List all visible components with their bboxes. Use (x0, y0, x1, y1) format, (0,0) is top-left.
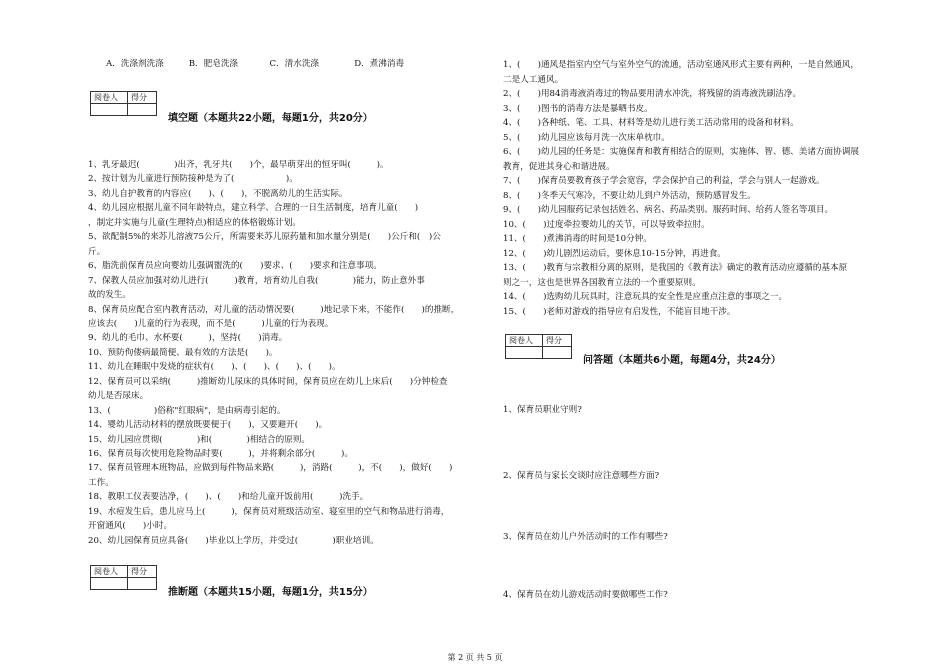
question-line: 工作。 (88, 477, 114, 488)
question-line: 7、( )保育员要教育孩子学会宽容，学会保护自己的利益，学会与别人一起游戏。 (503, 176, 825, 186)
question-line: 5、( )幼儿园应该每月洗一次床单枕巾。 (503, 132, 670, 143)
question-line: 斤。 (88, 246, 106, 257)
question-line: 3、( )图书的消毒方法是暴晒书皮。 (503, 103, 653, 114)
fill-section-title: 填空题（本题共22小题，每题1分，共20分） (168, 113, 373, 124)
reviewer-cell (506, 347, 543, 359)
judge-section-title: 推断题（本题共15小题，每题1分，共15分） (168, 587, 373, 598)
score-box-judge (90, 565, 157, 590)
question-line: 3、幼儿自护教育的内容应( )、( )，不脱离幼儿的生活实际。 (88, 188, 348, 199)
question-line: 4、幼儿园应根据儿童不同年龄特点，建立科学、合理的一日生活制度，培育儿童( ) (88, 203, 419, 214)
question-line: 18、教职工仪表要洁净，( )、( )和给儿童开饭前用( )洗手。 (88, 492, 369, 503)
question-line: 6、脂洗前保育员应向婴幼儿强调盥洗的( )要求、( )要求和注意事项。 (88, 261, 382, 272)
question-line: 12、( )幼儿剧烈运动后，要休息10-15分钟，再进食。 (503, 248, 726, 259)
reviewer-label: 阅卷人 (91, 92, 128, 104)
question-line: 12、保育员可以采纳( )推断幼儿尿床的具体时间，保育员应在幼儿上床后( )分钟检查 (88, 376, 448, 387)
question-line: 5、欲配制5%的来苏儿溶液75公斤，所需要来苏儿原药量和加水量分别是( )公斤和( )公 (88, 232, 441, 243)
qa-item: 3、保育员在幼儿户外活动时的工作有哪些? (503, 532, 668, 542)
reviewer-cell (91, 104, 128, 116)
reviewer-label: 阅卷人 (91, 566, 128, 578)
question-line: 2、按计划为儿童进行预防接种是为了( )。 (88, 174, 298, 185)
score-cell (128, 104, 157, 116)
option-c: C．清水洗涤 (269, 59, 320, 69)
question-line: 14、婴幼儿活动材料的摆放既要便于( )，又要避开( )。 (88, 420, 328, 431)
question-line: 20、幼儿园保育员应具备( )毕业以上学历，并受过( )职业培训。 (88, 535, 379, 546)
qa-item: 4、保育员在幼儿游戏活动时要做哪些工作? (503, 590, 668, 600)
question-line: 6、( )幼儿园的任务是：实施保育和教育相结合的原则，实施体、智、德、美诸方面协调展 (503, 147, 859, 157)
choice-options (106, 59, 404, 70)
score-cell (543, 347, 572, 359)
question-line: 8、保育员应配合室内教育活动，对儿童的活动情况要( )地记录下来，不能作( )的推断， (88, 304, 460, 315)
question-line: 7、保教人员应加强对幼儿进行( )教育，培育幼儿自我( )能力，防止意外事 (88, 275, 425, 286)
qa-section-title: 问答题（本题共6小题，每题4分，共24分） (583, 355, 781, 366)
score-label: 得分 (543, 335, 572, 347)
page-footer: 第 2 页 共 5 页 (447, 653, 503, 662)
qa-item: 1、保育员职业守则? (503, 405, 582, 415)
question-line: ，制定并实施与儿童(生理特点)相适应的体格锻炼计划。 (88, 217, 301, 228)
question-line: 8、( )冬季天气寒冷，不要让幼儿到户外活动，预防感冒发生。 (503, 190, 756, 201)
question-line: 16、保育员每次使用危险物品时要( )，并将剩余部分( )。 (88, 449, 353, 459)
score-label: 得分 (128, 566, 157, 578)
question-line: 1、( )通风是指室内空气与室外空气的流通，活动室通风形式主要有两种，一是自然通风， (503, 60, 859, 70)
score-label: 得分 (128, 92, 157, 104)
reviewer-cell (91, 578, 128, 590)
question-line: 14、( )选购幼儿玩具时，注意玩具的安全性是应重点注意的事项之一。 (503, 292, 788, 302)
question-line: 11、幼儿在睡眠中发烧的症状有( )、( )、( )、( )。 (88, 362, 341, 373)
question-line: 教育，促进其身心和谐进展。 (503, 161, 615, 172)
score-cell (128, 578, 157, 590)
question-line: 1、乳牙最迟( )出齐，乳牙共( )个，最早萌芽出的恒牙叫( )。 (88, 160, 389, 170)
score-box-fill (90, 91, 157, 116)
question-line: 10、预防佝偻病最简便、最有效的方法是( )。 (88, 347, 278, 358)
question-line: 应该去( )儿童的行为表现，而不是( )儿童的行为表现。 (88, 318, 334, 329)
score-box-qa (505, 334, 572, 359)
question-line: 2、( )用84消毒液消毒过的物品要用清水冲洗，将残留的消毒液洗刷洁净。 (503, 89, 802, 99)
option-a: A．洗涤剂洗涤 (106, 59, 164, 69)
question-line: 9、( )幼儿园服药记录包括姓名、病名、药品类别、服药时间、给药人签名等项目。 (503, 205, 834, 215)
question-line: 13、( )教育与宗教相分离的原则，是我国的《教育法》确定的教育活动应遵循的基本原 (503, 263, 848, 273)
question-line: 故的发生。 (88, 290, 131, 301)
question-line: 13、( )俗称"红眼病"，是由病毒引起的。 (88, 405, 286, 416)
question-line: 4、( )各种纸、笔、工具、材料等是幼儿进行美工活动常用的设备和材料。 (503, 118, 799, 128)
question-line: 17、保育员管理本班物品，应做到每件物品来路( )，消路( )，不( )，做好( ) (88, 463, 453, 474)
reviewer-label: 阅卷人 (506, 335, 543, 347)
question-line: 开窗通风( )小时。 (88, 521, 173, 532)
question-line: 19、水痘发生后，患儿应马上( )，保育员对班级活动室、寝室里的空气和物品进行消毒， (88, 506, 450, 517)
question-line: 二是人工通风。 (503, 74, 564, 85)
question-line: 10、( )过度牵拉婴幼儿的关节，可以导致牵拉肘。 (503, 219, 710, 230)
option-b: B．肥皂洗涤 (188, 59, 239, 69)
option-d: D．煮沸消毒 (354, 59, 405, 69)
question-line: 则之一，这也是世界各国教育立法的一个重要原则。 (503, 277, 701, 288)
question-line: 15、( )老师对游戏的指导应有启发性，不能盲目地干涉。 (503, 306, 736, 317)
question-line: 11、( )煮沸消毒的时间是10分钟。 (503, 234, 652, 244)
question-line: 幼儿是否尿床。 (88, 391, 149, 402)
question-line: 9、幼儿的毛巾、水杯要( )，坚持( )消毒。 (88, 333, 288, 344)
qa-item: 2、保育员与家长交谈时应注意哪些方面? (503, 471, 660, 481)
question-line: 15、幼儿园应贯彻( )和( )相结合的原则。 (88, 434, 311, 445)
